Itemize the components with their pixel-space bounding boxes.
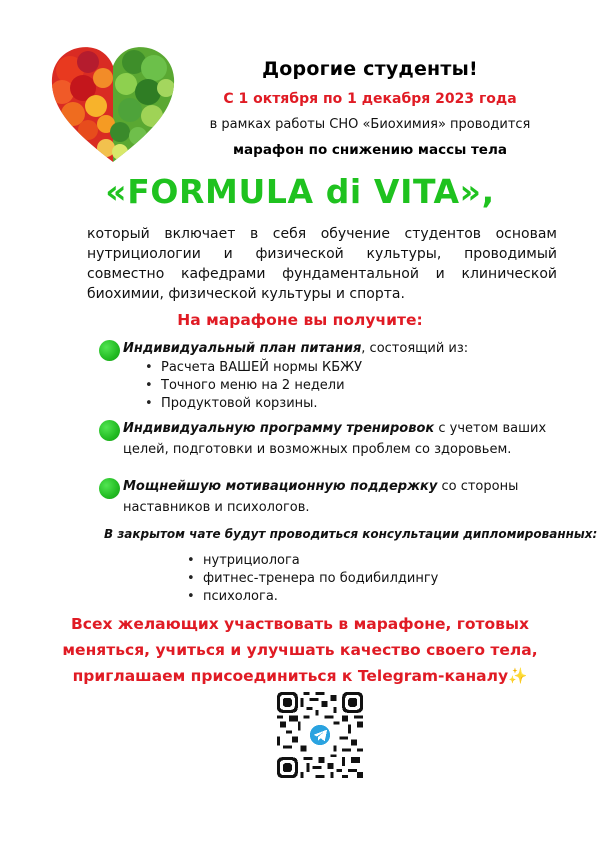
slogan-text: «FORMULA di VITA»: [105, 172, 482, 211]
list-item: • фитнес-тренера по бодибилдингу: [187, 570, 438, 588]
call-to-action: [0, 611, 600, 689]
greeting-title: Дорогие студенты!: [262, 58, 478, 80]
cta-line: [0, 663, 600, 689]
benefit-item-motivation-support: [99, 476, 569, 518]
marathon-subtitle: марафон по снижению массы тела: [233, 142, 507, 158]
list-item: • психолога.: [187, 588, 438, 606]
cta-line: Всех желающих участвовать в марафоне, готовых: [70, 615, 530, 633]
green-bullet-icon: [99, 478, 120, 499]
benefit-rest: со стороны наставников и психологов.: [123, 479, 519, 515]
benefit-item-nutrition-plan: [99, 338, 569, 413]
sparkle-icon: ✨: [508, 667, 528, 685]
telegram-qr-code[interactable]: [277, 692, 363, 778]
marathon-description: который включает в себя обучение студентов основам нутрициологии и физической культуры, проводимый совместно кафедрами фундаментальной и клинической биохимии, физической культуры и спорта.: [87, 226, 557, 302]
cta-line: меняться, учиться и улучшать качество своего тела,: [62, 641, 538, 659]
cta-line-text: приглашаем присоединиться к Telegram-каналу: [72, 667, 509, 685]
fruit-vegetable-heart-illustration: [48, 40, 178, 170]
list-item: • Точного меню на 2 недели: [145, 377, 569, 395]
list-item: • нутрициолога: [187, 552, 438, 570]
benefits-title: На марафоне вы получите:: [177, 311, 423, 329]
marathon-dates: С 1 октября по 1 декабря 2023 года: [223, 91, 517, 107]
telegram-icon: [308, 723, 333, 748]
green-bullet-icon: [99, 420, 120, 441]
benefit-item-training-program: [99, 418, 569, 460]
green-bullet-icon: [99, 340, 120, 361]
slogan: [0, 172, 600, 211]
slogan-comma: ,: [481, 172, 495, 211]
list-item: • Продуктовой корзины.: [145, 395, 569, 413]
chat-specialists-list: [187, 552, 438, 606]
benefit-emphasis: Индивидуальный план питания: [123, 341, 362, 356]
list-item: • Расчета ВАШЕЙ нормы КБЖУ: [145, 359, 569, 377]
benefit-rest: , состоящий из:: [361, 341, 469, 356]
chat-consultations-title: В закрытом чате будут проводиться консультации дипломированных:: [104, 527, 598, 541]
organizer-context: в рамках работы СНО «Биохимия» проводится: [209, 117, 531, 132]
benefit-emphasis: Индивидуальную программу тренировок: [123, 421, 435, 436]
nutrition-plan-list: [145, 359, 569, 413]
header-block: [190, 58, 550, 158]
benefit-emphasis: Мощнейшую мотивационную поддержку: [123, 479, 438, 494]
benefit-rest: с учетом ваших целей, подготовки и возможных проблем со здоровьем.: [123, 421, 547, 457]
